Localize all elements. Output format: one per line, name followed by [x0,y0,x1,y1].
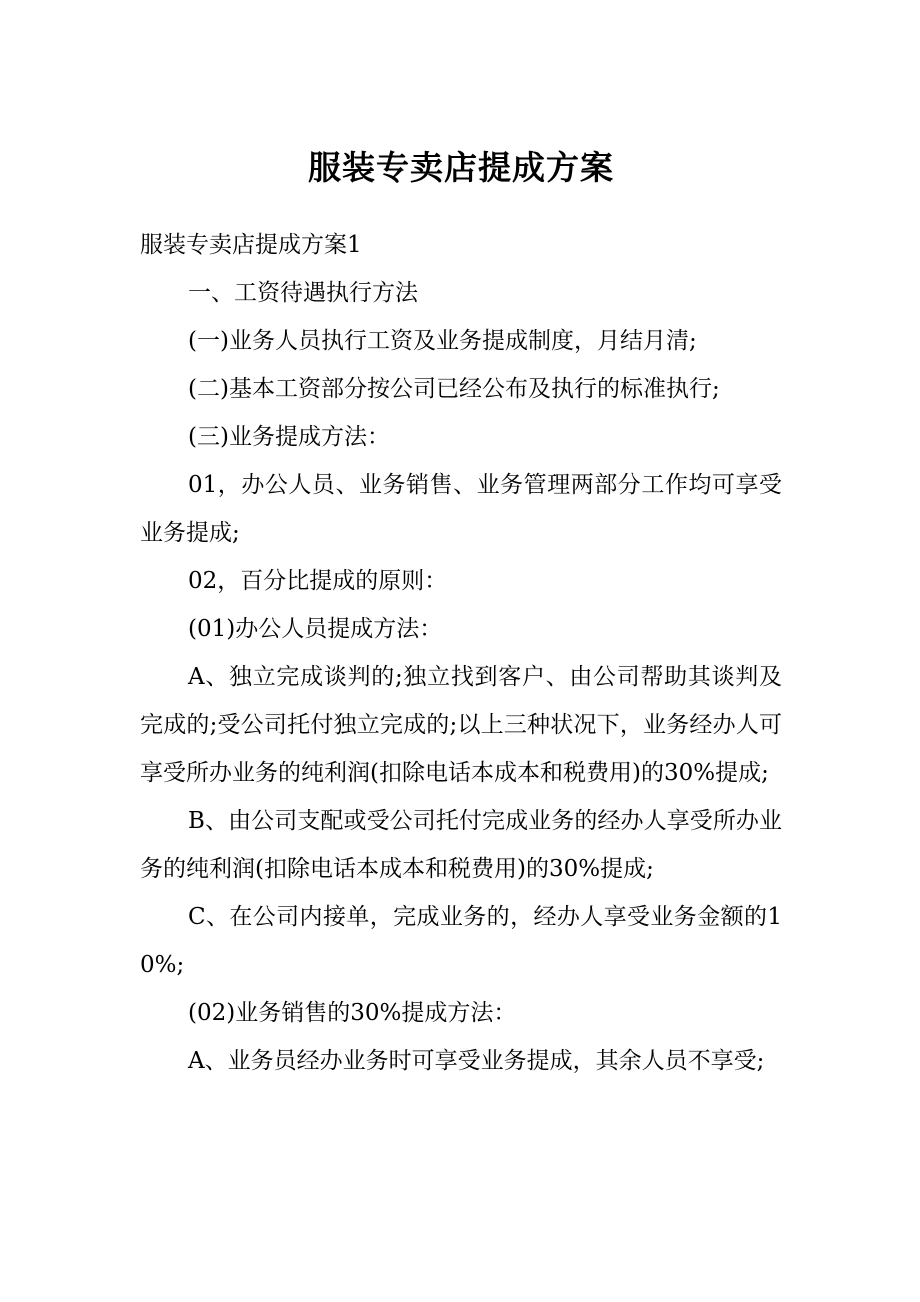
document-body [140,221,782,1085]
paragraph: (02)业务销售的30%提成方法： [188,1000,517,1026]
paragraph: A、业务员经办业务时可享受业务提成，其余人员不享受; [188,1048,765,1074]
paragraph: 01，办公人员、业务销售、业务管理两部分工作均可享受业务提成; [140,472,782,546]
paragraph: 一、工资待遇执行方法 [188,280,418,306]
paragraph: A、独立完成谈判的;独立找到客户、由公司帮助其谈判及完成的;受公司托付独立完成的;以上三种状况下，业务经办人可享受所办业务的纯利润(扣除电话本成本和税费用)的30%提成; [140,664,782,786]
paragraph: (二)基本工资部分按公司已经公布及执行的标准执行; [188,376,720,402]
paragraph: B、由公司支配或受公司托付完成业务的经办人享受所办业务的纯利润(扣除电话本成本和税费用)的30%提成; [140,808,782,882]
section-heading: 服装专卖店提成方案1 [140,232,362,258]
paragraph: C、在公司内接单，完成业务的，经办人享受业务金额的10%; [140,904,782,978]
paragraph: (一)业务人员执行工资及业务提成制度，月结月清; [188,328,697,354]
paragraph: (01)办公人员提成方法： [188,616,443,642]
paragraph: (三)业务提成方法： [188,424,390,450]
document-title: 服装专卖店提成方案 [308,148,614,187]
paragraph: 02，百分比提成的原则： [188,568,448,594]
